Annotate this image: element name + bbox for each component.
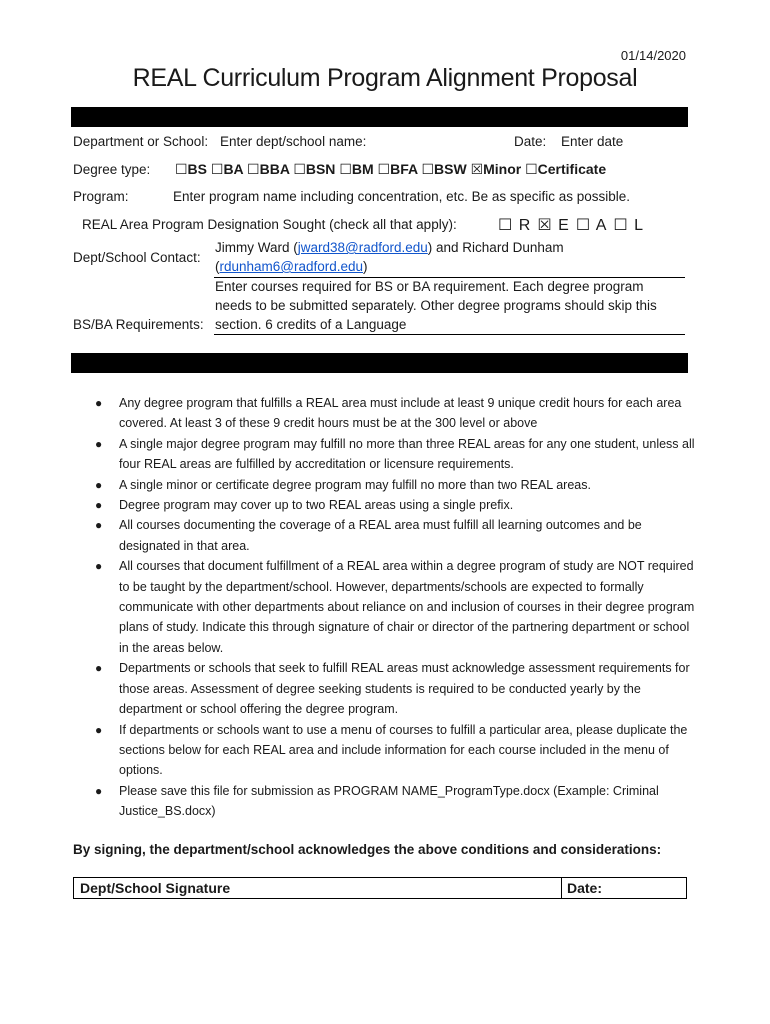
signature-date-field[interactable]: Date: bbox=[567, 880, 603, 896]
date-label: Date: bbox=[514, 134, 547, 149]
contact-email-link-2[interactable]: rdunham6@radford.edu bbox=[219, 259, 364, 274]
acknowledgement-text: By signing, the department/school acknowledges the above conditions and considerations: bbox=[73, 842, 662, 857]
signature-field[interactable]: Dept/School Signature bbox=[80, 880, 231, 896]
degree-option-bba[interactable]: ☐BBA bbox=[247, 161, 294, 177]
list-item: ● Please save this file for submission as PROGRAM NAME_ProgramType.docx (Example: Criminal Justice_BS.docx) bbox=[95, 783, 659, 819]
degree-option-minor[interactable]: ☒Minor bbox=[470, 161, 526, 177]
degree-type-label: Degree type: bbox=[73, 162, 151, 177]
real-area-option-e[interactable]: ☒ E bbox=[537, 217, 570, 234]
section-divider-bar bbox=[71, 107, 688, 127]
program-label: Program: bbox=[73, 189, 129, 204]
degree-option-certificate[interactable]: ☐Certificate bbox=[525, 161, 607, 177]
bsba-label: BS/BA Requirements: bbox=[73, 317, 204, 332]
bsba-line-3[interactable]: section. 6 credits of a Language bbox=[215, 317, 407, 332]
list-item: ● All courses that document fulfillment of a REAL area within a degree program of study are NOT required to be taught by the department/school. However, departments/schools are expected to formally communicate with other departments about reliance on and inclusion of courses in their degree program plans of study. Indicate this through signature of chair or director of the partnering department or school in the areas below. bbox=[95, 559, 695, 655]
degree-option-bsn[interactable]: ☐BSN bbox=[293, 161, 340, 177]
conditions-list bbox=[95, 393, 695, 822]
list-item: ● Any degree program that fulfills a REAL area must include at least 9 unique credit hours for each area covered. At least 3 of these 9 credit hours must be at the 300 level or above bbox=[95, 396, 682, 431]
list-item: ● If departments or schools want to use a menu of courses to fulfill a particular area, please duplicate the sections below for each REAL area and include information for each course included in the menu of options. bbox=[95, 722, 688, 778]
contact-label: Dept/School Contact: bbox=[73, 250, 201, 265]
contact-paren-open: ( bbox=[215, 259, 220, 274]
contact-text-pre: Jimmy Ward ( bbox=[215, 240, 298, 255]
list-item: ● Departments or schools that seek to fulfill REAL areas must acknowledge assessment requirements for those areas. Assessment of degree seeking students is required to be conducted yearly by the department or school offering the degree program. bbox=[95, 661, 690, 717]
contact-paren-close: ) bbox=[363, 259, 368, 274]
real-area-option-a[interactable]: ☐ A bbox=[575, 217, 608, 234]
list-item: ● A single major degree program may fulfill no more than three REAL areas for any one student, unless all four REAL areas are fulfilled by accreditation or licensure requirements. bbox=[95, 436, 695, 472]
department-field[interactable]: Enter dept/school name: bbox=[220, 134, 367, 149]
bsba-underline bbox=[214, 334, 685, 335]
list-item: ● A single minor or certificate degree program may fulfill no more than two REAL areas. bbox=[95, 477, 591, 492]
section-divider-bar-2 bbox=[71, 353, 688, 373]
degree-type-options bbox=[175, 161, 606, 179]
date-field[interactable]: Enter date bbox=[561, 134, 624, 149]
signature-divider bbox=[561, 878, 562, 898]
real-area-option-r[interactable]: ☐ R bbox=[498, 217, 532, 234]
department-label: Department or School: bbox=[73, 134, 209, 149]
document-date: 01/14/2020 bbox=[620, 48, 686, 63]
degree-option-bsw[interactable]: ☐BSW bbox=[421, 161, 471, 177]
degree-option-bs[interactable]: ☐BS bbox=[175, 161, 211, 177]
contact-line-2 bbox=[215, 259, 368, 274]
contact-text-post: ) and Richard Dunham bbox=[427, 240, 564, 255]
program-field[interactable]: Enter program name including concentration, etc. Be as specific as possible. bbox=[173, 189, 630, 204]
contact-email-link-1[interactable]: jward38@radford.edu bbox=[297, 240, 428, 255]
list-item: ● Degree program may cover up to two REAL areas using a single prefix. bbox=[95, 498, 514, 513]
contact-line-1 bbox=[215, 240, 564, 255]
degree-option-ba[interactable]: ☐BA bbox=[210, 161, 248, 177]
bsba-line-2[interactable]: needs to be submitted separately. Other degree programs should skip this bbox=[215, 298, 657, 313]
real-area-label: REAL Area Program Designation Sought (check all that apply): bbox=[82, 217, 457, 232]
signature-table bbox=[73, 877, 687, 899]
list-item: ● All courses documenting the coverage of a REAL area must fulfill all learning outcomes and be designated in that area. bbox=[95, 518, 642, 553]
real-area-options bbox=[498, 215, 650, 235]
degree-option-bm[interactable]: ☐BM bbox=[339, 161, 378, 177]
degree-option-bfa[interactable]: ☐BFA bbox=[377, 161, 422, 177]
page-title: REAL Curriculum Program Alignment Proposal bbox=[132, 64, 638, 92]
bsba-line-1[interactable]: Enter courses required for BS or BA requirement. Each degree program bbox=[215, 279, 644, 294]
contact-underline bbox=[214, 277, 685, 278]
real-area-option-l[interactable]: ☐ L bbox=[613, 217, 645, 234]
